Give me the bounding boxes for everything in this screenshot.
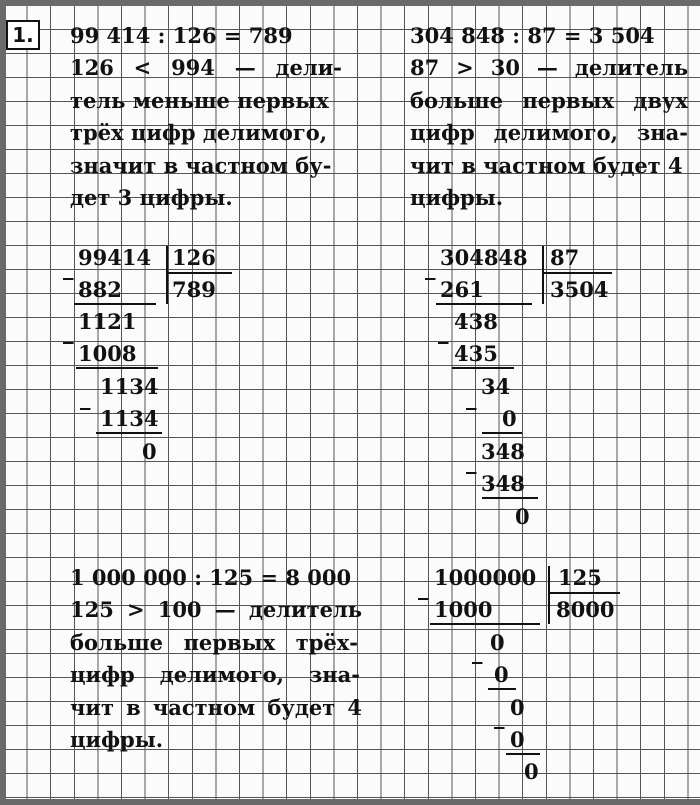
step-subtrahend: 435 [454, 341, 498, 366]
step-line [488, 688, 516, 690]
step-remainder: 438 [454, 309, 498, 334]
problem-2-text-line: больше первых двух [410, 88, 688, 113]
problem-2-text-line: цифры. [410, 185, 504, 210]
minus-sign: _ [63, 255, 74, 280]
quotient: 3504 [550, 277, 609, 302]
step-line [482, 432, 522, 434]
problem-3-text-line: цифры. [70, 727, 164, 752]
problem-3-equation: 1 000 000 : 125 = 8 000 [70, 565, 352, 590]
step-line [506, 753, 540, 755]
minus-sign: _ [466, 449, 477, 474]
quotient-line [166, 272, 232, 274]
divisor: 87 [550, 245, 580, 270]
dividend: 304848 [440, 245, 528, 270]
divisor: 126 [172, 245, 216, 270]
quotient-line [548, 592, 620, 594]
step-remainder: 0 [490, 630, 505, 655]
quotient-line [542, 272, 612, 274]
step-line [436, 303, 532, 305]
dividend: 99414 [78, 245, 152, 270]
step-remainder: 1134 [100, 374, 159, 399]
problem-1-text-line: тель меньше первых [70, 88, 329, 113]
final-remainder: 0 [142, 439, 157, 464]
dividend: 1000000 [434, 565, 537, 590]
divisor: 125 [558, 565, 602, 590]
step-line [74, 303, 156, 305]
problem-2-text-line: чит в частном будет 4 [410, 153, 683, 178]
minus-sign: _ [438, 319, 449, 344]
quotient: 8000 [556, 597, 615, 622]
minus-sign: _ [418, 575, 429, 600]
problem-1-text-line: трёх цифр делимого, [70, 120, 328, 145]
problem-2-text-line: цифр делимого, зна- [410, 120, 688, 145]
minus-sign: _ [466, 385, 477, 410]
division-bar [166, 246, 168, 304]
step-line [452, 367, 514, 369]
step-subtrahend: 1134 [100, 406, 159, 431]
step-remainder: 34 [481, 374, 511, 399]
step-line [96, 432, 162, 434]
step-line [430, 623, 540, 625]
minus-sign: _ [494, 704, 505, 729]
final-remainder: 0 [524, 759, 539, 784]
step-subtrahend: 348 [481, 471, 525, 496]
step-subtrahend: 0 [502, 406, 517, 431]
step-subtrahend: 0 [494, 662, 509, 687]
task-number: 1. [6, 20, 40, 50]
page-border-left [0, 0, 6, 805]
quotient: 789 [172, 277, 216, 302]
problem-1-equation: 99 414 : 126 = 789 [70, 23, 293, 48]
problem-3-text-line: 125 > 100 — делитель [70, 597, 362, 622]
page-border-top [0, 0, 700, 6]
step-subtrahend: 0 [510, 727, 525, 752]
division-bar [548, 566, 550, 624]
minus-sign: _ [472, 639, 483, 664]
step-subtrahend: 261 [440, 277, 484, 302]
minus-sign: _ [63, 319, 74, 344]
minus-sign: _ [425, 255, 436, 280]
problem-1-text-line: значит в частном бу- [70, 153, 332, 178]
problem-2-text-line: 87 > 30 — делитель [410, 55, 688, 80]
final-remainder: 0 [515, 504, 530, 529]
minus-sign: _ [80, 385, 91, 410]
division-bar [542, 246, 544, 304]
page-border-bottom [0, 799, 700, 805]
problem-1-text-line: 126 < 994 — дели- [70, 55, 342, 80]
step-remainder: 1121 [78, 309, 137, 334]
problem-3-text-line: чит в частном будет 4 [70, 695, 362, 720]
step-subtrahend: 1008 [78, 341, 137, 366]
problem-1-text-line: дет 3 цифры. [70, 185, 233, 210]
step-subtrahend: 1000 [434, 597, 493, 622]
step-subtrahend: 882 [78, 277, 122, 302]
problem-3-text-line: цифр делимого, зна- [70, 662, 360, 687]
step-remainder: 0 [510, 695, 525, 720]
problem-2-equation: 304 848 : 87 = 3 504 [410, 23, 655, 48]
step-line [76, 367, 158, 369]
problem-3-text-line: больше первых трёх- [70, 630, 358, 655]
step-line [482, 497, 538, 499]
step-remainder: 348 [481, 439, 525, 464]
